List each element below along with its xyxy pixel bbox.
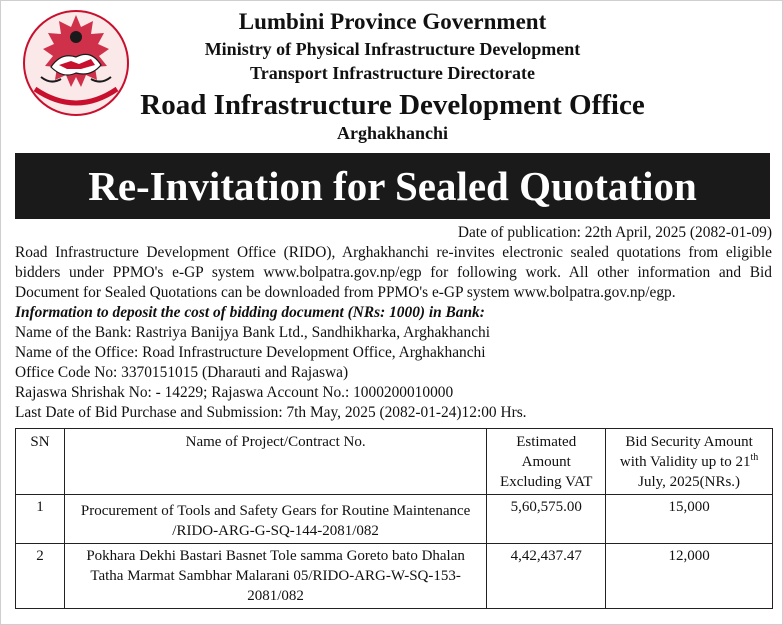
district-name: Arghakhanchi [336, 123, 449, 143]
office-name-line: Name of the Office: Road Infrastructure Development Office, Arghakhanchi [15, 344, 486, 361]
notice-paragraph: Road Infrastructure Development Office (RIDO), Arghakhanchi re-invites electronic sealed quotations from eligible bidders under PPMO's e-GP system www.bolpatra.gov.np/egp for following work. All other information and Bid Document for Sealed Quotations can be downloaded from PPMO's e-GP system www.bolpatra.gov.np/egp. [15, 244, 772, 301]
row-amount: 4,42,437.47 [487, 544, 606, 609]
row-security: 15,000 [606, 495, 773, 544]
row-project-name: Procurement of Tools and Safety Gears for Routine Maintenance /RIDO-ARG-G-SQ-144-2081/082 [64, 495, 486, 544]
row-project-name: Pokhara Dekhi Bastari Basnet Tole samma Goreto bato Dhalan Tatha Marmat Sambhar Malarani 05/RIDO-ARG-W-SQ-153-2081/082 [64, 544, 486, 609]
bid-security-sup: th [750, 452, 759, 463]
notice-title: Re-Invitation for Sealed Quotation [15, 153, 770, 219]
header-estimated-amount: Estimated Amount Excluding VAT [487, 429, 606, 495]
last-date: Last Date of Bid Purchase and Submission: 7th May, 2025 (2082-01-24)12:00 Hrs. [15, 404, 527, 421]
row-security: 12,000 [606, 544, 773, 609]
office-code: Office Code No: 3370151015 (Dharauti and Rajaswa) [15, 364, 349, 381]
bid-security-label-end: July, 2025(NRs.) [638, 474, 741, 490]
directorate-name: Transport Infrastructure Directorate [250, 63, 535, 83]
row-amount: 5,60,575.00 [487, 495, 606, 544]
table-row [16, 544, 773, 609]
government-name: Lumbini Province Government [238, 9, 547, 34]
publication-date: Date of publication: 22th April, 2025 (2082-01-09) [457, 224, 772, 241]
bid-security-label: Bid Security Amount with Validity up to 21 [619, 434, 753, 470]
row-sn: 1 [16, 495, 65, 544]
table-header-row [16, 429, 773, 495]
contracts-table [15, 428, 773, 609]
table-row [16, 495, 773, 544]
row-sn: 2 [16, 544, 65, 609]
header-bid-security [606, 429, 773, 495]
rajaswa-details: Rajaswa Shrishak No: - 14229; Rajaswa Account No.: 1000200010000 [15, 384, 454, 401]
office-name: Road Infrastructure Development Office [140, 89, 645, 121]
ministry-name: Ministry of Physical Infrastructure Development [204, 39, 581, 59]
header-project-name: Name of Project/Contract No. [64, 429, 486, 495]
deposit-heading: Information to deposit the cost of bidding document (NRs: 1000) in Bank: [15, 304, 485, 321]
bank-name: Name of the Bank: Rastriya Banijya Bank Ltd., Sandhikharka, Arghakhanchi [15, 324, 491, 341]
header-sn: SN [16, 429, 65, 495]
